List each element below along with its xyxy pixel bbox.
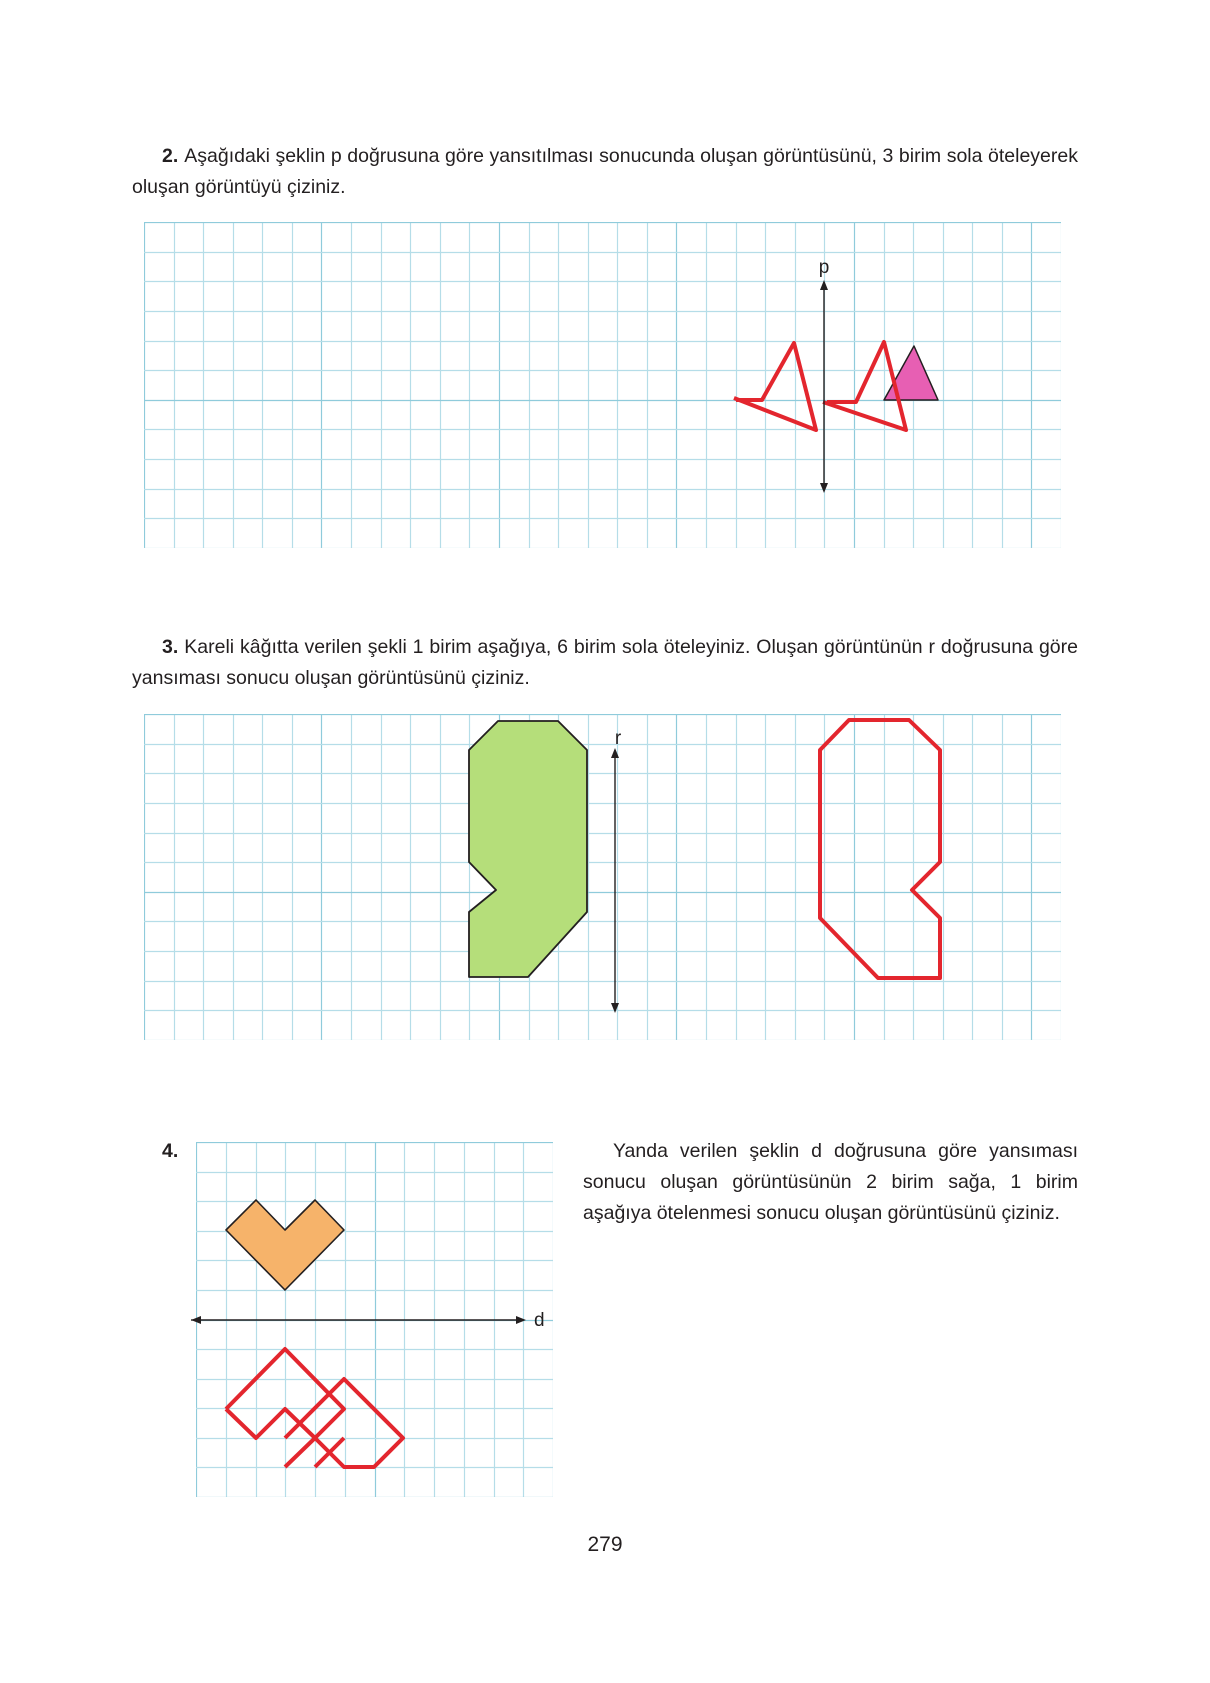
question-4 [583,1136,1078,1229]
answer-shape-2 [285,1379,403,1467]
answer-triangle-1 [734,343,816,430]
question-4-number: 4. [162,1140,179,1162]
grid-question-4 [196,1142,553,1497]
question-3-text: Kareli kâğıtta verilen şekli 1 birim aşağıya, 6 birim sola öteleyiniz. Oluşan görüntünün r doğrusuna göre yansıması sonucu oluşan görüntüsünü çiziniz. [132,636,1078,689]
line-r-label: r [614,728,622,749]
page-number: 279 [587,1533,623,1556]
answer-triangle-2 [823,342,906,430]
grid-question-2 [144,222,1061,548]
line-d-label: d [534,1310,545,1331]
line-p-arrow-bottom [820,483,828,493]
question-2 [132,141,1078,203]
line-d-arrow-right [516,1316,526,1324]
grid-question-3 [144,714,1061,1040]
line-p-label: p [818,257,830,278]
question-4-text: Yanda verilen şeklin d doğrusuna göre yansıması sonucu oluşan görüntüsünün 2 birim sağa, 1 birim aşağıya ötelenmesi sonucu oluşan görüntüsünü çiziniz. [583,1140,1078,1224]
answer-shape [820,720,940,978]
grid-question-4-left-arrow [187,1310,207,1330]
question-3-number: 3. [162,636,179,658]
original-green-shape [469,721,587,977]
question-2-number: 2. [162,145,179,167]
question-2-text: Aşağıdaki şeklin p doğrusuna göre yansıtılması sonucunda oluşan görüntüsünü, 3 birim sola öteleyerek oluşan görüntüyü çiziniz. [132,145,1078,198]
question-3 [132,632,1078,694]
